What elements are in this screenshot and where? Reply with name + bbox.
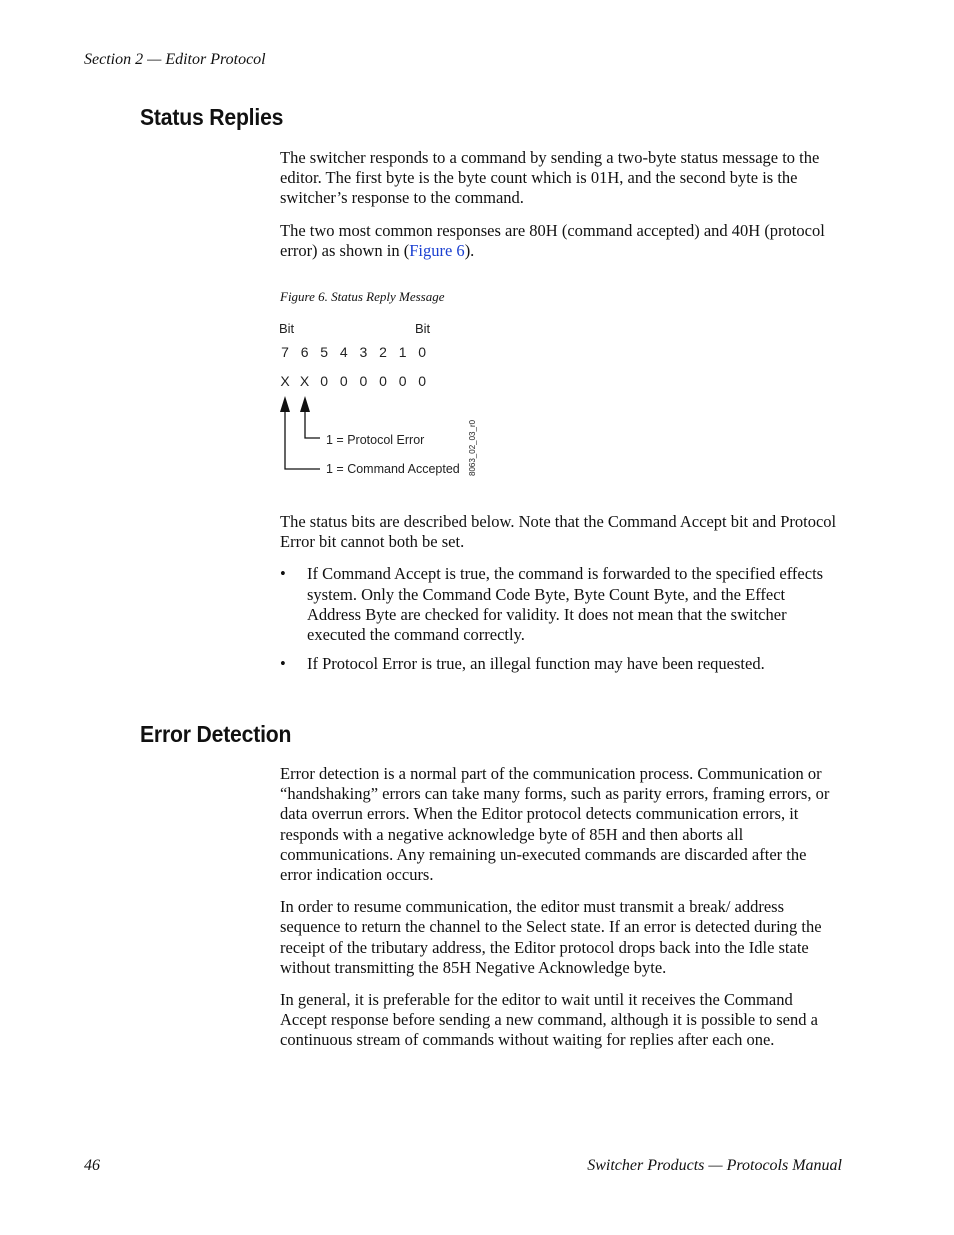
list-item-text: If Command Accept is true, the command is forwarded to the specified effects system. Only the Command Code Byte, Byte Count Byte, and the Effect Address Byte are checked for validity. It does not mean that the switcher executed the command correctly. <box>307 564 824 645</box>
command-accepted-arrowhead <box>280 396 290 412</box>
paragraph: The switcher responds to a command by sending a two-byte status message to the editor. The first byte is the byte count which is 01H, and the second byte is the switcher’s response to the command. <box>280 148 820 208</box>
bit-value-6: 0 <box>398 373 407 389</box>
figure-6-link[interactable]: Figure 6 <box>409 240 465 260</box>
command-accepted-leader <box>285 410 320 469</box>
paragraph: The status bits are described below. Note that the Command Accept bit and Protocol Error bit cannot both be set. <box>280 512 837 552</box>
bit-values-row <box>280 373 426 389</box>
paragraph <box>280 221 842 261</box>
heading-error-detection: Error Detection <box>140 721 292 747</box>
bit-number-7: 0 <box>418 344 427 360</box>
bit-number-4: 3 <box>359 344 368 360</box>
status-bits-description <box>280 512 842 683</box>
bit-number-2: 5 <box>320 344 329 360</box>
bullet-dot: • <box>280 564 286 584</box>
bit-number-3: 4 <box>339 344 348 360</box>
protocol-error-leader <box>305 410 320 438</box>
heading-status-replies: Status Replies <box>140 104 284 130</box>
bit-number-5: 2 <box>379 344 387 360</box>
bit-value-4: 0 <box>359 373 368 389</box>
bit-value-7: 0 <box>418 373 427 389</box>
bit-value-1: X <box>299 373 310 389</box>
bit-value-0: X <box>280 373 290 389</box>
error-detection-body <box>280 764 842 1063</box>
bit-number-0: 7 <box>281 344 289 360</box>
bit-value-2: 0 <box>320 373 329 389</box>
protocol-error-arrowhead <box>300 396 310 412</box>
paragraph-text: ). <box>464 240 475 260</box>
paragraph: Error detection is a normal part of the communication process. Communication or “handshaking” errors can take many forms, such as parity errors, framing errors, or data overrun errors. When the Editor protocol detects communication errors, it responds with a negative acknowledge byte of 85H and then aborts all communications. Any remaining un-executed commands are discarded after the error indication occurs. <box>280 764 830 885</box>
bit-value-3: 0 <box>339 373 348 389</box>
list-item-text: If Protocol Error is true, an illegal function may have been requested. <box>307 654 765 674</box>
command-accepted-label: 1 = Command Accepted <box>326 462 460 476</box>
protocol-error-label: 1 = Protocol Error <box>326 433 425 447</box>
paragraph: In general, it is preferable for the editor to wait until it receives the Command Accept response before sending a new command, although it is possible to send a continuous stream of commands without waiting for replies after each one. <box>280 990 818 1050</box>
figure-caption: Figure 6. Status Reply Message <box>280 289 445 304</box>
bit-value-5: 0 <box>379 373 387 389</box>
status-reply-diagram <box>270 312 510 482</box>
bit-label-left: Bit <box>279 321 295 336</box>
running-head: Section 2 — Editor Protocol <box>84 51 266 68</box>
paragraph: In order to resume communication, the editor must transmit a break/ address sequence to return the channel to the Select state. If an error is detected during the receipt of the tributary address, the Editor protocol drops back into the Idle state without transmitting the 85H Negative Acknowledge byte. <box>280 897 822 977</box>
figure-id: 8063_02_03_r0 <box>468 419 477 476</box>
bullet-dot: • <box>280 654 286 674</box>
list-item <box>280 564 842 645</box>
bit-label-right: Bit <box>415 321 431 336</box>
paragraph-text: The two most common responses are 80H (command accepted) and 40H (protocol error) as shown in ( <box>280 220 825 260</box>
footer-title: Switcher Products — Protocols Manual <box>587 1157 842 1174</box>
page-number: 46 <box>84 1157 100 1174</box>
status-replies-intro <box>280 148 842 273</box>
status-bits-list <box>280 564 842 674</box>
list-item <box>280 654 842 674</box>
bit-number-6: 1 <box>398 344 407 360</box>
bit-numbers-row <box>281 344 426 360</box>
bit-number-1: 6 <box>300 344 309 360</box>
